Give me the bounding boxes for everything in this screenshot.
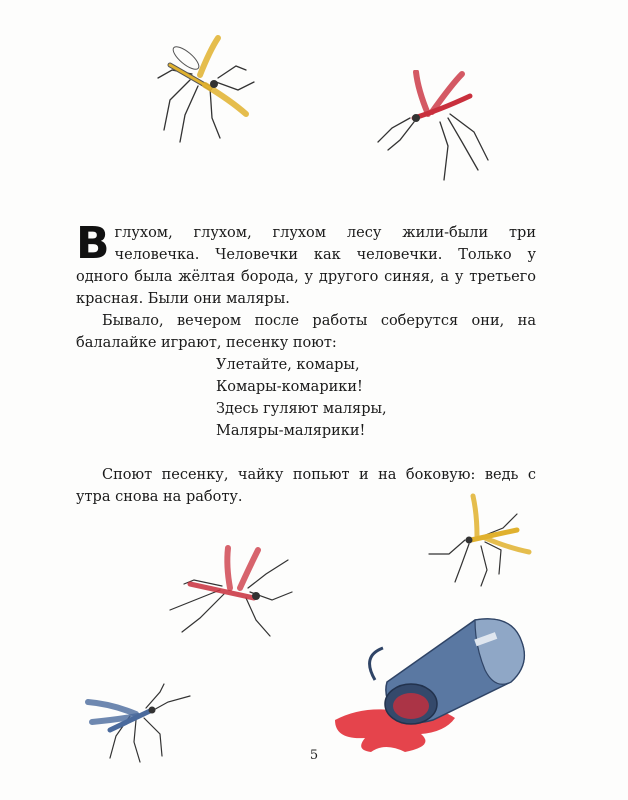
paint-bucket-illustration: [325, 600, 555, 760]
yellow-mosquito-illustration: [150, 30, 260, 145]
story-text: [76, 218, 536, 508]
song-line: Улетайте, комары,: [216, 357, 360, 373]
paragraph-1: [76, 218, 536, 310]
paragraph-3: Споют песенку, чайку попьют и на боковую: ведь с утра снова на работу.: [76, 467, 536, 505]
page-number: 5: [309, 748, 319, 763]
song-verse: [216, 354, 536, 442]
song-line: Маляры-малярики!: [216, 423, 366, 439]
song-line: Здесь гуляют маляры,: [216, 401, 387, 417]
paragraph-2: Бывало, вечером после работы соберутся они, на балалайке играют, песенку поют:: [76, 313, 536, 351]
red-mosquito-small-illustration: [160, 540, 300, 645]
red-mosquito-illustration: [370, 70, 495, 185]
song-line: Комары-комарики!: [216, 379, 363, 395]
bucket-handle: [370, 648, 383, 680]
drop-cap: В: [76, 218, 110, 269]
paragraph-1-text: глухом, глухом, глухом лесу жили-были три человечка. Человечки как человечки. Только у одного была жёлтая борода, у другого синяя, а у третьего красная. Были они маляры.: [76, 225, 536, 307]
